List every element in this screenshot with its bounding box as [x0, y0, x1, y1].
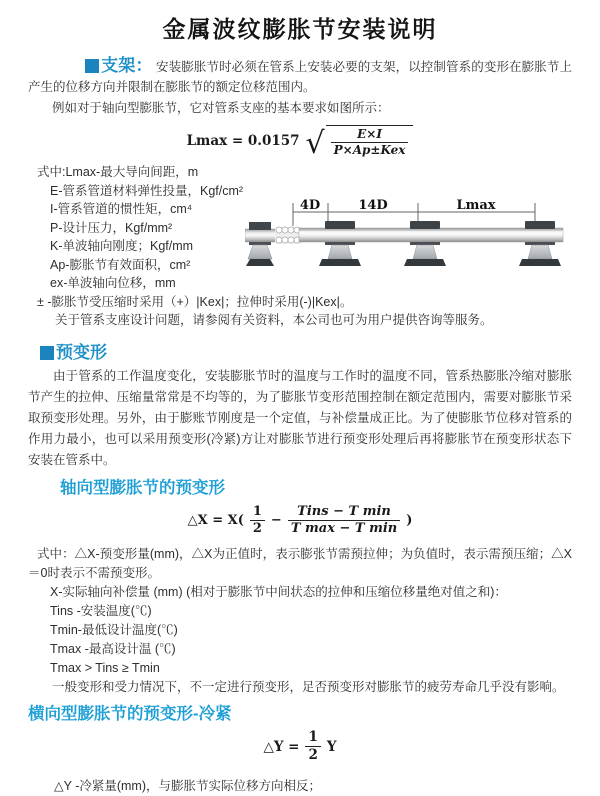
note-item: X-实际轴向补偿量 (mm) (相对于膨胀节中间状态的拉伸和压缩位移量绝对值之和)：	[50, 584, 507, 599]
minus-sign: −	[270, 513, 282, 528]
dx-formula-pre: △X = X(	[187, 513, 244, 528]
support-paragraph	[28, 57, 572, 97]
axial-predeform-formula	[0, 502, 600, 540]
pipe-support-diagram	[245, 191, 595, 291]
anchor-support	[245, 222, 277, 266]
fraction-denominator: 2	[308, 747, 318, 763]
predeform-heading-text: 预变形	[56, 342, 107, 362]
definitions-block	[37, 163, 600, 330]
definition-item: I-管系管道的惯性矩，cm⁴	[50, 202, 193, 216]
temperature-fraction	[288, 504, 400, 538]
lmax-fraction-denominator: P×Ap±Kex	[333, 142, 406, 157]
fraction-numerator: 1	[250, 504, 265, 521]
bellows-icon	[275, 227, 301, 244]
pipe	[299, 228, 563, 242]
fraction-numerator: 1	[305, 729, 320, 747]
lmax-formula: Lmax = 0.0157 √ $\frac{E\times I}{\text{P×Ap±Kex}}$	[0, 124, 600, 158]
square-bullet-icon	[40, 346, 54, 360]
note-item: 式中：△X-预变形量(mm)，△X为正值时，表示膨张节需预拉伸；为负值时，表示需预压缩；△X＝0时表示不需预变形。	[28, 546, 572, 580]
page-title: 金属波纹膨胀节安装说明	[162, 16, 438, 42]
guide-support	[319, 221, 361, 266]
note-item: Tmax -最高设计温 (℃)	[50, 641, 176, 656]
support-intro-text: 安装膨胀节时必须在管系上安装必要的支架，以控制管系的变形在膨胀节上产生的位移方向并限制在膨胀节的额定位移范围内。	[28, 60, 572, 94]
fraction-denominator: 2	[252, 521, 262, 536]
section-heading-predeform	[40, 338, 600, 363]
lateral-note-text: △Y -冷紧量(mm)，与膨胀节实际位移方向相反；	[54, 778, 322, 793]
dy-formula-pre: △Y =	[263, 738, 300, 755]
radical-body	[326, 125, 414, 158]
one-half-fraction	[250, 504, 265, 538]
lmax-fraction-numerator: E×I	[331, 127, 409, 143]
note-item: 一般变形和受力情况下，不一定进行预变形，足否预变形对膨胀节的疲劳寿命几乎没有影响。	[52, 679, 565, 694]
section-heading-support: 支架：	[101, 56, 153, 75]
fraction-numerator: Tins − T min	[288, 504, 400, 521]
dim-label-lmax: Lmax	[456, 198, 496, 213]
support-example-text: 例如对于轴向型膨胀节，它对管系支座的基本要求如图所示：	[52, 101, 390, 115]
note-item: Tins -安装温度(℃)	[50, 603, 152, 618]
definition-item: P-设计压力，Kgf/mm²	[50, 220, 173, 235]
dim-label-14d: 14D	[358, 198, 388, 213]
guide-support	[404, 221, 446, 266]
definition-item: 关于管系支座设计问题，请参阅有关资料，本公司也可为用户提供咨询等服务。	[55, 313, 493, 327]
one-half-fraction	[305, 729, 320, 764]
lmax-fraction	[331, 127, 409, 158]
note-item: Tmax > Tins ≥ Tmin	[50, 660, 160, 675]
lateral-predeform-formula	[0, 730, 600, 764]
square-bullet-icon	[85, 59, 99, 73]
definition-item: E-管系管道材料弹性投量，Kgf/cm²	[50, 183, 244, 198]
definition-item: ex-单波轴向位移，mm	[50, 276, 176, 290]
dx-formula-close: )	[406, 513, 413, 528]
axial-notes-list	[28, 545, 572, 697]
note-item: Tmin-最低设计温度(℃)	[50, 622, 178, 637]
predeform-paragraph: 由于管系的工作温度变化，安装膨胀节时的温度与工作时的温度不同，管系热膨胀冷缩对膨胀节产生的拉伸、压缩量常常是不均等的，为了膨胀节变形范围控制在额定范围内，需要对膨胀节采取预变形处理。另外，由于膨账节刚度是一个定值，与补偿量成正比。为了使膨胀节位移对管系的作用力最小，也可以采用预变形(冷紧)方让对膨胀节进行预变形处理后再将膨胀节在预变形状态下安装在管系中。	[28, 368, 572, 467]
definition-item: ± -膨胀节受压缩时采用（+）|Kex|；拉伸时采用(-)|Kex|。	[37, 294, 353, 309]
subheading-lateral-predeform: 横向型膨胀节的预变形-冷紧	[28, 704, 232, 723]
dy-formula-post: Y	[326, 738, 337, 755]
definition-item: K-单波轴向刚度；Kgf/mm	[50, 239, 194, 253]
lmax-formula-lhs: Lmax = 0.0157	[186, 133, 300, 149]
dim-label-4d: 4D	[299, 198, 321, 213]
definition-item: Ap-膨胀节有效面积，cm²	[50, 257, 191, 272]
subheading-axial-predeform: 轴向型膨胀节的预变形	[60, 478, 225, 497]
fraction-denominator: T max − T min	[290, 521, 398, 536]
definition-item: 式中:Lmax-最大导向间距，m	[37, 165, 199, 179]
guide-support	[519, 221, 561, 266]
